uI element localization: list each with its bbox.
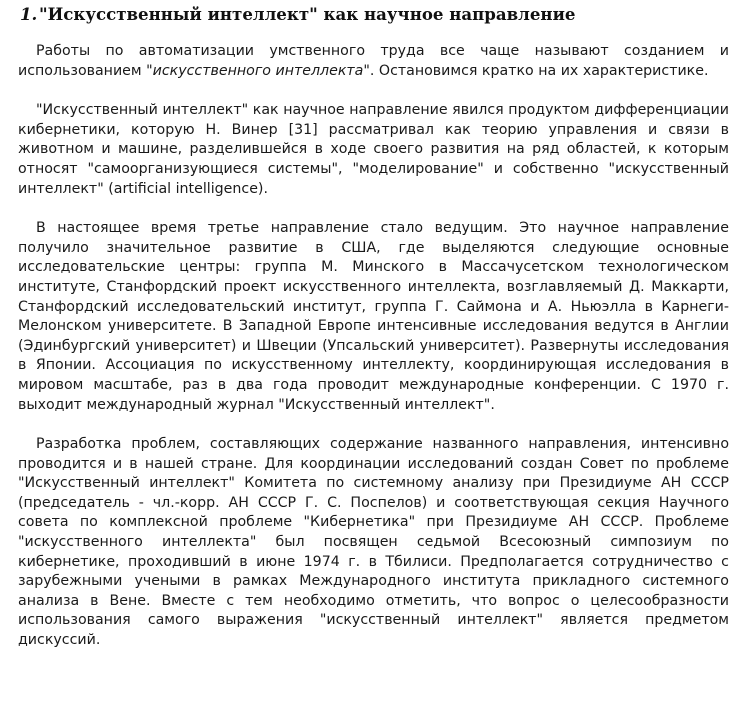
paragraph-research-centers: В настоящее время третье направление стало ведущим. Это научное направление получило значительное развитие в США, где выделяются следующие основные исследовательские центры: группа М. Минского в Массачусетском технологическом институте, Станфордский проект искусственного интеллекта, возглавляемый Д. Маккарти, Станфордский исследовательский институт, группа Г. Саймона и А. Ньюэлла в Карнеги-Мелонском университете. В Западной Европе интенсивные исследования ведутся в Англии (Эдинбургский университет) и Швеции (Упсальский университет). Развернуты исследования в Японии. Ассоциация по искусственному интеллекту, координирующая исследования в мировом масштабе, раз в два года проводит международные конференции. С 1970 г. выходит международный журнал "Искусственный интеллект". bbox=[18, 220, 729, 413]
paragraph-intro-emphasis: "искусственного интеллекта" bbox=[146, 62, 370, 79]
paragraph-domestic-research: Разработка проблем, составляющих содержание названного направления, интенсивно проводится и в нашей стране. Для координации исследований создан Совет по проблеме "Искусственный интеллект" Комитета по системному анализу при Президиуме АН СССР (председатель - чл.-корр. АН СССР Г. С. Поспелов) и соответствующая секция Научного совета по комплексной проблеме "Кибернетика" при Президиуме АН СССР. Проблеме "искусственного интеллекта" был посвящен седьмой Всесоюзный симпозиум по кибернетике, проходивший в июне 1974 г. в Тбилиси. Предполагается сотрудничество с зарубежными учеными в рамках Международного института прикладного системного анализа в Вене. Вместе с тем необходимо отметить, что вопрос о целесообразности использования самого выражения "искусственный интеллект" является предметом дискуссий. bbox=[18, 436, 729, 649]
paragraph-intro-text-before: Работы по автоматизации умственного труда все чаще называют созданием и использованием bbox=[18, 43, 729, 79]
section-title: "Искусственный интеллект" как научное направление bbox=[38, 4, 576, 24]
section-heading bbox=[18, 3, 729, 25]
section-number: 1. bbox=[20, 4, 38, 24]
paragraph-intro bbox=[18, 42, 729, 81]
paragraph-intro-text-after: . Остановимся кратко на их характеристике. bbox=[369, 62, 709, 79]
paragraph-origin: "Искусственный интеллект" как научное направление явился продуктом дифференциации кибернетики, которую Н. Винер [31] рассматривал как теорию управления и связи в животном и машине, разделившейся в ходе своего развития на ряд областей, к которым относят "самоорганизующиеся системы", "моделирование" и собственно "искусственный интеллект" (artificial intelligence). bbox=[18, 102, 729, 197]
